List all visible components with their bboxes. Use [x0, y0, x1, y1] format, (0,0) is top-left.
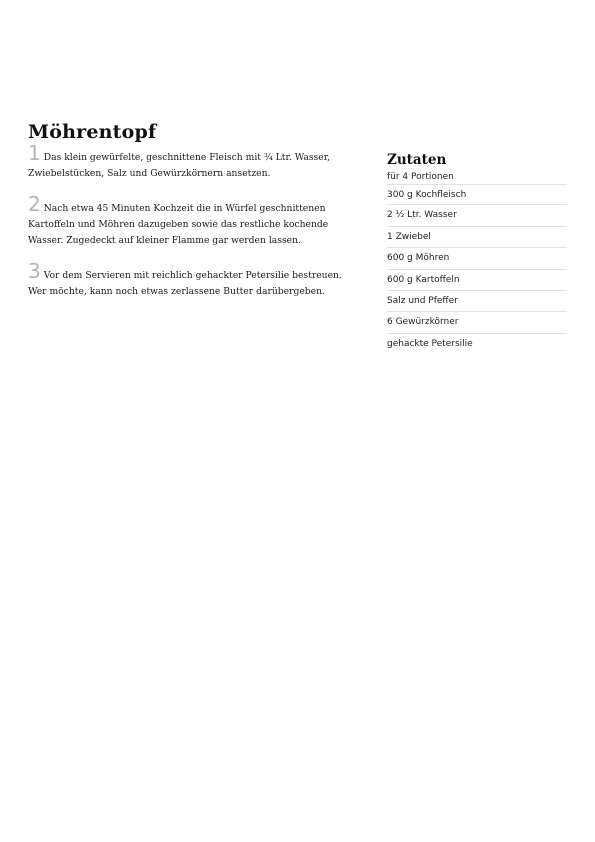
recipe-title: Möhrentopf: [28, 120, 157, 143]
step-text: Das klein gewürfelte, geschnittene Fleisch mit ¾ Ltr. Wasser, Zwiebelstücken, Salz und Gewürzkörnern ansetzen.: [28, 152, 330, 179]
step-number: 2: [28, 192, 41, 216]
portions-label: für 4 Portionen: [387, 172, 454, 182]
step-number: 3: [28, 259, 41, 283]
step-text: Vor dem Servieren mit reichlich gehackter Petersilie bestreuen. Wer möchte, kann noch etwas zerlassene Butter darübergeben.: [28, 270, 342, 297]
ingredients-list: [387, 184, 567, 355]
ingredient-item: 2 ½ Ltr. Wasser: [387, 205, 567, 226]
step-3: [28, 259, 350, 300]
step-number: 1: [28, 141, 41, 165]
ingredient-item: 600 g Kartoffeln: [387, 270, 567, 291]
ingredient-item: 1 Zwiebel: [387, 227, 567, 248]
step-1: [28, 141, 350, 182]
ingredient-item: 600 g Möhren: [387, 248, 567, 269]
ingredients-title: Zutaten: [387, 152, 447, 168]
step-text: Nach etwa 45 Minuten Kochzeit die in Würfel geschnittenen Kartoffeln und Möhren dazugeben sowie das restliche kochende Wasser. Zugedeckt auf kleiner Flamme gar werden lassen.: [28, 203, 329, 246]
ingredient-item: gehackte Petersilie: [387, 338, 473, 349]
step-2: [28, 192, 350, 249]
ingredient-item: 300 g Kochfleisch: [387, 184, 567, 205]
ingredients-panel: [387, 152, 567, 355]
ingredient-item: Salz und Pfeffer: [387, 291, 567, 312]
preparation-steps: [28, 141, 350, 317]
ingredient-item: 6 Gewürzkörner: [387, 312, 567, 333]
